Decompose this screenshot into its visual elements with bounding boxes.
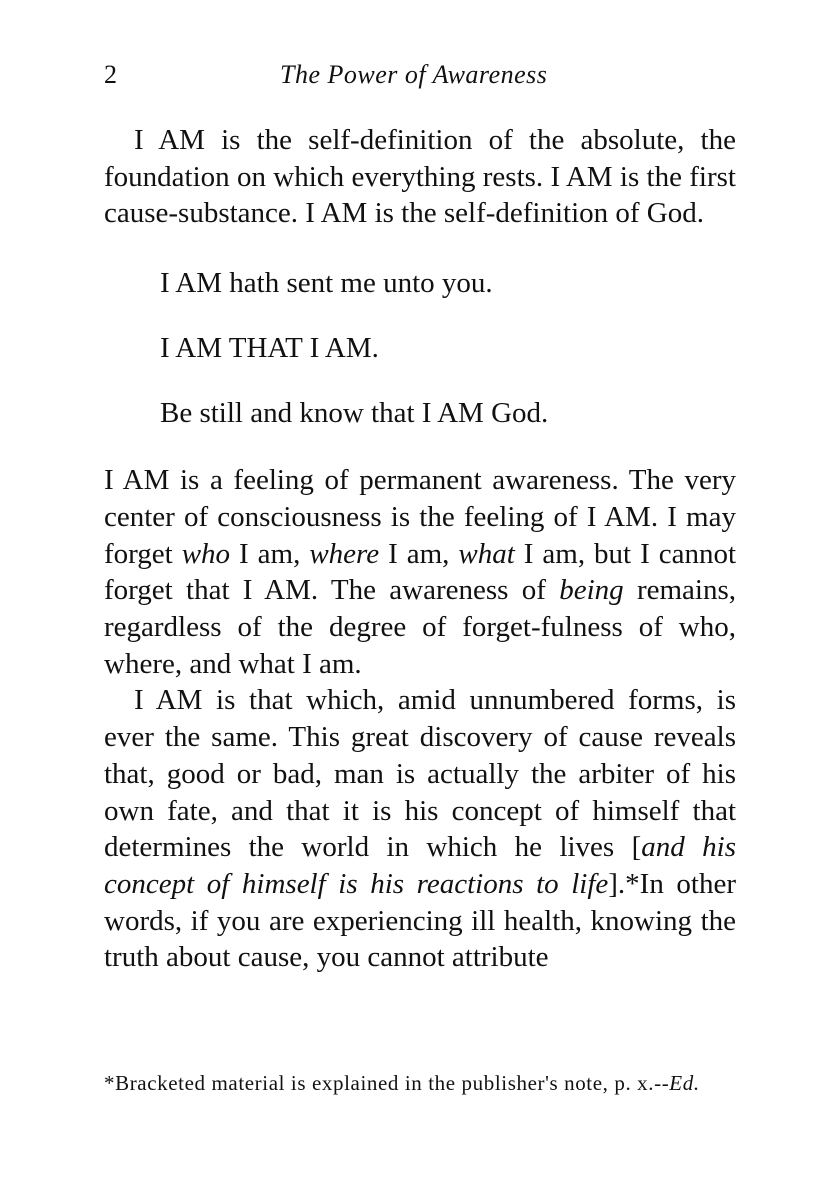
quote-line: I AM THAT I AM. <box>160 331 379 364</box>
paragraph-1: I AM is the self-definition of the absolute, the foundation on which everything rests. I AM is the first cause-substance. I AM is the self-definition of God. <box>104 124 736 230</box>
quote-line: I AM hath sent me unto you. <box>160 267 493 300</box>
emphasis-what: what <box>458 537 515 570</box>
editor-mark: Ed. <box>669 1071 700 1095</box>
page-header <box>104 60 736 92</box>
paragraph-3: I AM is that which, amid unnumbered forms, is ever the same. This great discovery of cause reveals that, good or bad, man is actually the arbiter of his own fate, and that it is his concept of himself that determines the world in which he lives [and his concept of himself is his reactions to life].*In other words, if you are experiencing ill health, knowing the truth about cause, you cannot attribute <box>104 684 737 974</box>
scripture-quotes <box>104 265 736 431</box>
emphasis-being: being <box>559 574 624 607</box>
emphasis-who: who <box>181 537 231 570</box>
running-title: The Power of Awareness <box>280 60 548 89</box>
emphasis-where: where <box>309 537 380 570</box>
quote-line: Be still and know that I AM God. <box>160 396 549 429</box>
page-number: 2 <box>104 60 117 89</box>
body-text <box>104 122 736 976</box>
paragraph-2: I AM is a feeling of permanent awareness. The very center of consciousness is the feeling of I AM. I may forget who I am, where I am, what I am, but I cannot forget that I AM. The awareness of being remains, regardless of the degree of forget-fulness of who, where, and what I am. <box>104 464 736 680</box>
footnote: *Bracketed material is explained in the publisher's note, p. x.--Ed. <box>104 1071 700 1095</box>
bracketed-material: and his concept of himself is his reactions to life <box>104 831 736 900</box>
